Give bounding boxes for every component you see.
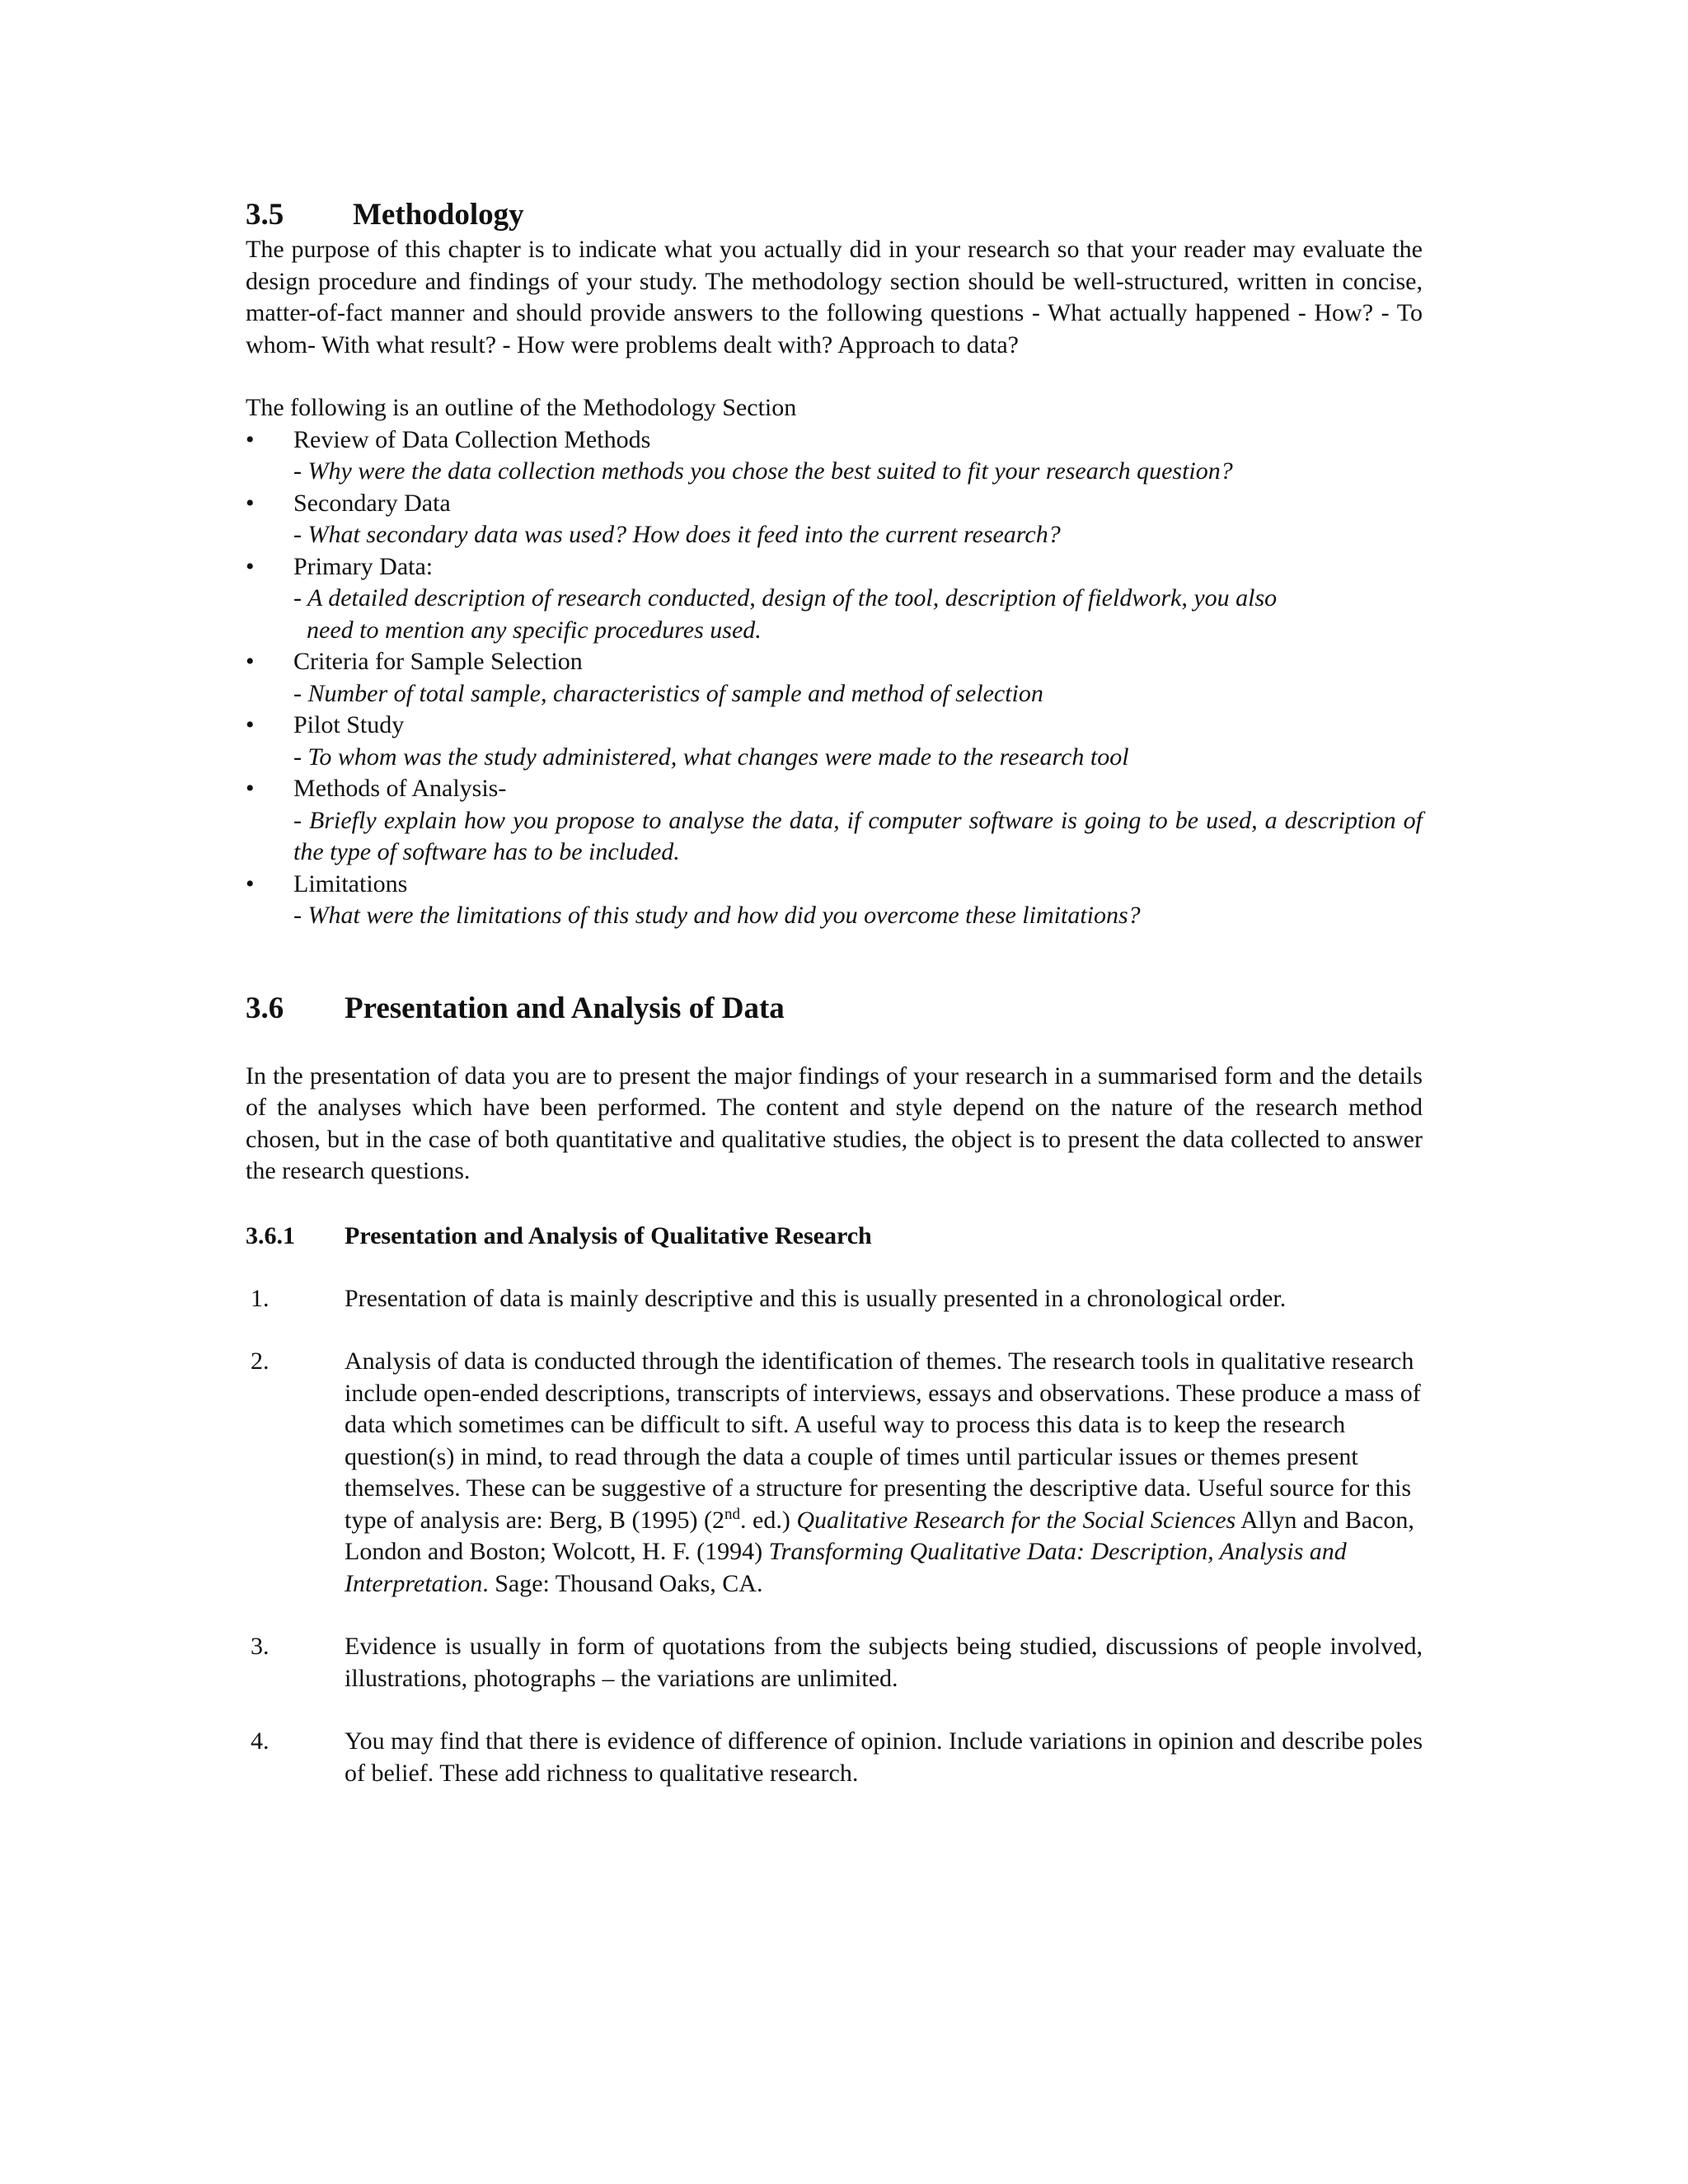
bullet-glyph: • (246, 648, 255, 675)
bullet-glyph: • (246, 425, 255, 453)
superscript: nd (724, 1505, 741, 1523)
list-item (246, 1726, 1423, 1789)
item-description: - To whom was the study administered, what changes were made to the research tool (293, 743, 1129, 771)
item-text: Allyn and Bacon, London and Boston; Wolcott, H. F. (1994) (345, 1506, 1414, 1565)
list-item (246, 551, 1423, 647)
list-item (246, 1283, 1423, 1315)
outline-intro: The following is an outline of the Methodology Section (246, 394, 797, 421)
item-description (293, 583, 1423, 646)
item-number: 1. (251, 1284, 270, 1312)
item-description: - Briefly explain how you propose to analyse the data, if computer software is going to be used, a description of the type of software has to be included. (293, 806, 1423, 865)
item-number: 2. (251, 1347, 270, 1375)
section-number: 3.6 (246, 991, 284, 1025)
item-text: . ed.) (740, 1506, 797, 1534)
methodology-paragraph: The purpose of this chapter is to indicate what you actually did in your research so that your reader may evaluate the design procedure and findings of your study. The methodology section should be well-structured, written in concise, matter-of-fact manner and should provide answers to the following questions - What actually happened - How? - To whom- With what result? - How were problems dealt with? Approach to data? (246, 236, 1423, 359)
item-label: Secondary Data (293, 489, 451, 517)
list-item (246, 773, 1423, 869)
item-text: You may find that there is evidence of difference of opinion. Include variations in opinion and describe poles of belief. These add richness to qualitative research. (345, 1727, 1423, 1787)
item-description: - What were the limitations of this study and how did you overcome these limitations? (293, 902, 1141, 929)
item-label: Limitations (293, 869, 408, 898)
item-text: Analysis of data is conducted through the identification of themes. The research tools in qualitative research include open-ended descriptions, transcripts of interviews, essays and observations. These produce a mass of data which sometimes can be difficult to sift. A useful way to process this data is to keep the research question(s) in mind, to read through the data a couple of times until particular issues or themes present themselves. These can be suggestive of a structure for presenting the descriptive data. Useful source for this type of analysis are: Berg, B (1995) (2 (345, 1347, 1421, 1534)
item-text: Evidence is usually in form of quotations from the subjects being studied, discussions of people involved, illustrations, photographs – the variations are unlimited. (345, 1633, 1423, 1692)
item-description: - Number of total sample, characteristics of sample and method of selection (293, 679, 1043, 707)
item-label: Pilot Study (293, 711, 405, 738)
item-number: 3. (251, 1633, 270, 1660)
item-label: Criteria for Sample Selection (293, 648, 583, 675)
bullet-glyph: • (246, 869, 255, 898)
book-title: Qualitative Research for the Social Sciences (796, 1506, 1236, 1534)
section-heading-3-5 (246, 196, 1423, 234)
item-label: Primary Data: (293, 552, 434, 580)
bullet-glyph: • (246, 775, 255, 802)
item-label: Methods of Analysis- (293, 775, 507, 802)
numbered-list (246, 1283, 1423, 1790)
list-item (246, 710, 1423, 773)
item-description: - What secondary data was used? How does it feed into the current research? (293, 521, 1061, 548)
section-heading-3-6 (246, 990, 1423, 1028)
list-item (246, 424, 1423, 488)
item-description: - Why were the data collection methods you chose the best suited to fit your research question? (293, 457, 1233, 485)
document-page (246, 196, 1423, 1789)
item-description-continuation: need to mention any specific procedures used. (307, 616, 762, 644)
bullet-glyph: • (246, 711, 255, 738)
subsection-title: Presentation and Analysis of Qualitative Research (345, 1221, 872, 1249)
presentation-paragraph: In the presentation of data you are to present the major findings of your research in a summarised form and the details of the analyses which have been performed. The content and style depend on the nature of the research method chosen, but in the case of both quantitative and qualitative studies, the object is to present the data collected to answer the research questions. (246, 1062, 1423, 1184)
item-number: 4. (251, 1727, 270, 1755)
subsection-heading-3-6-1 (246, 1221, 1423, 1252)
subsection-number: 3.6.1 (246, 1221, 295, 1249)
item-text: Presentation of data is mainly descriptive and this is usually presented in a chronological order. (345, 1284, 1287, 1312)
section-title: Methodology (353, 198, 524, 232)
book-title: Transforming Qualitative Data: Description, Analysis and Interpretation (345, 1538, 1347, 1597)
outline-list (246, 424, 1423, 932)
section-title: Presentation and Analysis of Data (345, 991, 785, 1025)
list-item (246, 1631, 1423, 1694)
bullet-glyph: • (246, 489, 255, 517)
section-number: 3.5 (246, 198, 284, 232)
list-item (246, 1346, 1423, 1600)
list-item (246, 869, 1423, 932)
item-text: . Sage: Thousand Oaks, CA. (482, 1569, 763, 1597)
bullet-glyph: • (246, 552, 255, 580)
item-description-line: - A detailed description of research conducted, design of the tool, description of fieldwork, you also (293, 584, 1278, 612)
list-item (246, 646, 1423, 710)
item-label: Review of Data Collection Methods (293, 425, 651, 453)
list-item (246, 488, 1423, 551)
